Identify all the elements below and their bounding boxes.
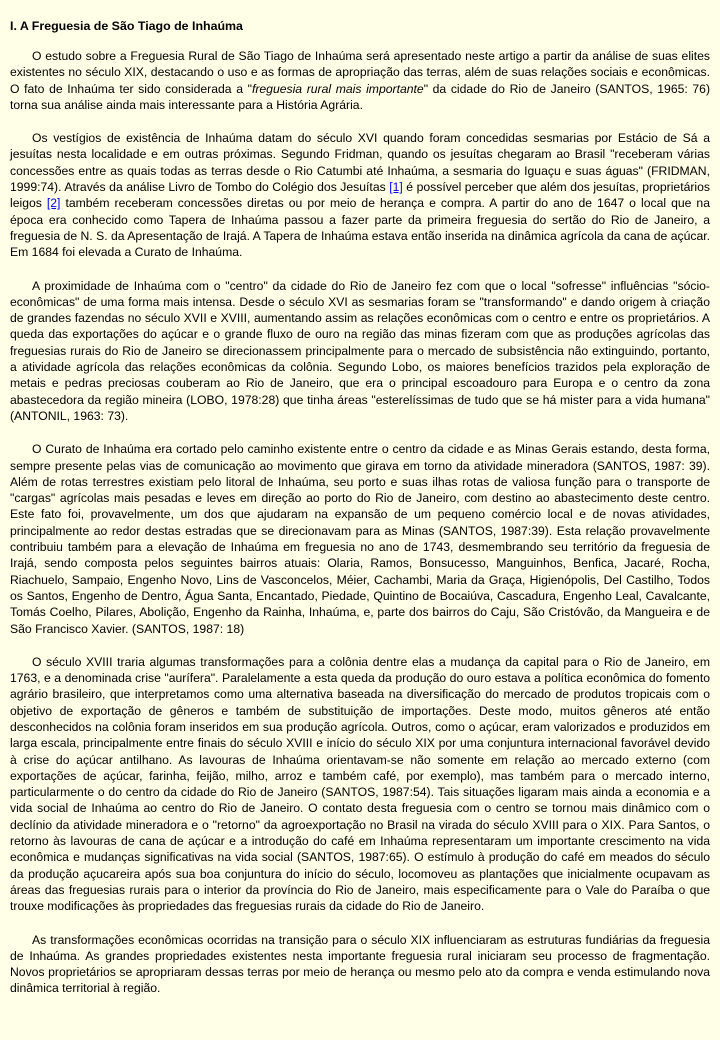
paragraph-1-quote: freguesia rural mais importante xyxy=(251,81,424,96)
paragraph-2-text-a: Os vestígios de existência de Inhaúma datam do século XVI quando foram concedidas sesmarias por Estácio de Sá a jesuítas nesta localidade e em outras próximas. Segundo Fridman, quando os jesuítas chegaram ao Brasil "receberam várias concessões entre as quais todas as terras desde o Rio Catumbi até Inhaúma, a sesmaria do Iguaçu e suas águas" (FRIDMAN, 1999:74). Através da análise Livro de Tombo do Colégio dos Jesuítas xyxy=(10,131,710,195)
footnote-link-1[interactable]: [1] xyxy=(389,180,403,195)
paragraph-4: O Curato de Inhaúma era cortado pelo caminho existente entre o centro da cidade e as Minas Gerais estando, desta forma, sempre presente pelas vias de comunicação ao movimento que girava em torno da atividade mineradora (SANTOS, 1987: 39). Além de rotas terrestres existiam pelo litoral de Inhaúma, seu porto e suas ilhas rotas de valiosa função para o transporte de "cargas" agrícolas mais pesadas e leves em direção ao porto do Rio de Janeiro, com destino ao abastecimento deste centro. Este fato foi, provavelmente, um dos que ajudaram na expansão de um pequeno comércio local e de novas atividades, principalmente ao redor destas estradas que se direcionavam para as Minas (SANTOS, 1987:39). Esta relação provavelmente contribuiu também para a elevação de Inhaúma em freguesia no ano de 1743, desmembrando seu território da freguesia de Irajá, sendo composta pelos seguintes bairros atuais: Olaria, Ramos, Bonsucesso, Manguinhos, Benfica, Jacaré, Rocha, Riachuelo, Sampaio, Engenho Novo, Lins de Vasconcelos, Méier, Cachambi, Maria da Graça, Higienópolis, Del Castilho, Todos os Santos, Engenho de Dentro, Água Santa, Encantado, Piedade, Quintino de Bocaiúva, Cascadura, Engenho Leal, Cavalcante, Tomás Coelho, Pilares, Abolição, Engenho da Rainha, Inhaúma, e, parte dos bairros do Caju, São Cristóvão, da Mangueira e de São Francisco Xavier. (SANTOS, 1987: 18) xyxy=(10,442,710,636)
paragraph-6: As transformações econômicas ocorridas na transição para o século XIX influenciaram as estruturas fundiárias da freguesia de Inhaúma. As grandes propriedades existentes nesta importante freguesia rural iniciaram seu processo de fragmentação. Novos proprietários se apropriaram dessas terras por meio de herança ou mesmo pelo ato da compra e venda estimulando nova dinâmica territorial à região. xyxy=(10,932,710,996)
paragraph-1 xyxy=(10,48,710,113)
paragraph-3: A proximidade de Inhaúma com o "centro" da cidade do Rio de Janeiro fez com que o local "sofresse" influências "sócio-econômicas" de uma forma mais intensa. Desde o século XVI as sesmarias foram se "transformando" e dando origem à criação de grandes fazendas no século XVII e XVIII, aumentando assim as relações econômicas com o centro e entre os proprietários. A queda das exportações do açúcar e o grande fluxo de ouro na região das minas fizeram com que as produções agrícolas das freguesias rurais do Rio de Janeiro se direcionassem principalmente para o mercado de subsistência não extinguindo, portanto, a atividade agrícola das relações econômicas da colônia. Segundo Lobo, os maiores benefícios trazidos pela exploração de metais e pedras preciosas couberam ao Rio de Janeiro, que era o principal escoadouro para Europa e o centro da zona abastecedora da região mineira (LOBO, 1978:28) que tinha áreas "esterelíssimas de tudo que se há mister para a vida humana" (ANTONIL, 1963: 73). xyxy=(10,278,710,423)
paragraph-1-text-a: O estudo sobre a Freguesia Rural de São Tiago de Inhaúma será apresentado neste artigo a partir da análise de suas elites existentes no século XIX, destacando o uso e as formas de apropriação das terras, além de suas relações sociais e econômicas. O fato de Inhaúma ter sido considerada a " xyxy=(10,49,710,96)
paragraph-2-text-b: é possível perceber que além dos jesuítas, proprietários leigos xyxy=(10,180,710,211)
section-title: I. A Freguesia de São Tiago de Inhaúma xyxy=(10,19,243,33)
footnote-link-2[interactable]: [2] xyxy=(46,196,61,211)
paragraph-2-text-c: também receberam concessões diretas ou por meio de herança e compra. A partir do ano de 1647 o local que na época era conhecido como Tapera de Inhaúma passou a fazer parte da primeira freguesia do sertão do Rio de Janeiro, a freguesia de N. S. da Apresentação de Irajá. A Tapera de Inhaúma estava então inserida na dinâmica agrícola da cana de açúcar. Em 1684 foi elevada a Curato de Inhaúma. xyxy=(10,196,710,260)
paragraph-5: O século XVIII traria algumas transformações para a colônia dentre elas a mudança da capital para o Rio de Janeiro, em 1763, e a denominada crise "aurífera". Paralelamente a esta queda da produção do ouro estava a política econômica do fomento agrário brasileiro, que interpretamos como uma alternativa baseada na diversificação do mercado de produtos tropicais com o objetivo de exportação de gêneros e também de substituição de importações. Deste modo, muitos gêneros até então desconhecidos na colônia foram inseridos em sua produção agrícola. Outros, como o açúcar, eram valorizados e produzidos em larga escala, principalmente entre finais do século XVIII e início do século XIX por uma conjuntura internacional favorável devido à crise do açúcar antilhano. As lavouras de Inhaúma orientavam-se não somente em relação ao mercado externo (com exportações de açúcar, farinha, feijão, milho, arroz e também café, por exemplo), mas também para o mercado interno, particularmente o do centro da cidade do Rio de Janeiro (SANTOS, 1987:54). Tais situações ligaram mais ainda a economia e a vida social de Inhaúma ao centro do Rio de Janeiro. O contato desta freguesia com o centro se tornou mais dinâmico com o declínio da atividade mineradora e o "retorno" da agroexportação no Brasil na virada do século XVIII para o XIX. Para Santos, o retorno às lavouras de cana de açúcar e a introdução do café em Inhaúma representaram um importante crescimento na vida econômica e mudanças significativas na vida social (SANTOS, 1987:65). O estímulo à produção do café em meados do século da produção açucareira após sua boa conjuntura do início do século, locomoveu as plantações que inicialmente ocupavam as áreas das freguesias rurais para o interior da província do Rio de Janeiro, mais especificamente para o Vale do Paraíba o que trouxe modificações às propriedades das freguesias rurais da cidade do Rio de Janeiro. xyxy=(10,654,710,914)
paragraph-2 xyxy=(10,130,710,260)
paragraph-1-text-b: " da cidade do Rio de Janeiro (SANTOS, 1965: 76) torna sua análise ainda mais interessante para a História Agrária. xyxy=(10,81,711,112)
